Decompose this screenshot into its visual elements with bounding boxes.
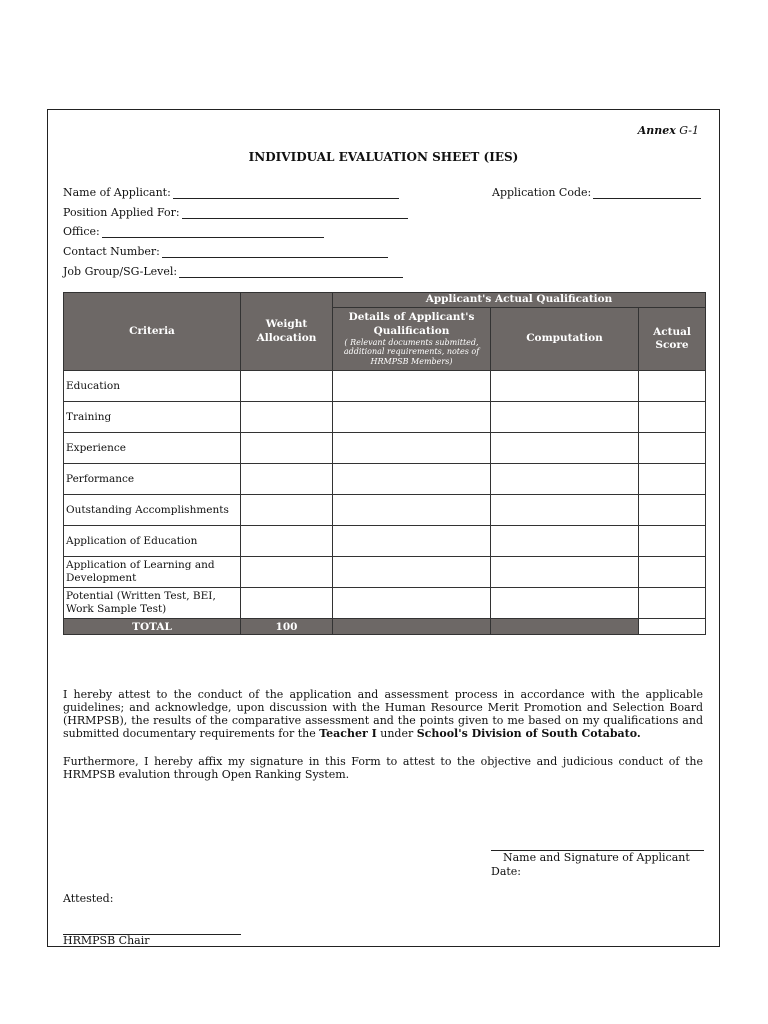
table-row <box>64 526 706 557</box>
applicant-signature-label: Name and Signature of Applicant <box>503 851 690 864</box>
score-cell[interactable] <box>639 433 706 464</box>
annex-label <box>638 124 699 137</box>
total-weight: 100 <box>241 619 333 635</box>
header-computation: Computation <box>491 308 639 371</box>
details-cell[interactable] <box>333 371 491 402</box>
score-cell[interactable] <box>639 557 706 588</box>
criteria-cell: Education <box>64 371 241 402</box>
criteria-cell: Application of Education <box>64 526 241 557</box>
total-row <box>64 619 706 635</box>
job-group-input[interactable] <box>179 265 403 278</box>
computation-cell[interactable] <box>491 495 639 526</box>
table-row <box>64 464 706 495</box>
table-row <box>64 495 706 526</box>
contact-number-input[interactable] <box>162 245 388 258</box>
application-code-label: Application Code: <box>492 186 592 199</box>
score-cell[interactable] <box>639 464 706 495</box>
criteria-cell: Experience <box>64 433 241 464</box>
evaluation-table <box>63 292 706 635</box>
table-row <box>64 402 706 433</box>
details-cell[interactable] <box>333 526 491 557</box>
computation-cell[interactable] <box>491 433 639 464</box>
annex-prefix: Annex <box>637 124 676 137</box>
total-score-cell[interactable] <box>639 619 706 635</box>
page-title: INDIVIDUAL EVALUATION SHEET (IES) <box>248 150 519 164</box>
computation-cell[interactable] <box>491 371 639 402</box>
contact-number-field <box>63 245 388 258</box>
computation-cell[interactable] <box>491 557 639 588</box>
position-applied-label: Position Applied For: <box>63 206 180 219</box>
table-row <box>64 588 706 619</box>
weight-cell[interactable] <box>241 495 333 526</box>
attestation-paragraph <box>63 688 703 740</box>
details-cell[interactable] <box>333 402 491 433</box>
position-applied-input[interactable] <box>182 206 408 219</box>
details-cell[interactable] <box>333 588 491 619</box>
date-label: Date: <box>491 865 522 878</box>
weight-cell[interactable] <box>241 526 333 557</box>
name-of-applicant-field <box>63 186 399 199</box>
job-group-field <box>63 265 403 278</box>
header-criteria: Criteria <box>64 293 241 371</box>
criteria-cell: Application of Learning and Development <box>64 557 241 588</box>
header-actual-score: Actual Score <box>639 308 706 371</box>
header-details-label: Details of Applicant's Qualification <box>348 311 475 337</box>
name-of-applicant-label: Name of Applicant: <box>63 186 171 199</box>
header-weight-allocation: Weight Allocation <box>241 293 333 371</box>
header-actual-qualification: Applicant's Actual Qualification <box>333 293 706 308</box>
weight-cell[interactable] <box>241 464 333 495</box>
annex-code: G-1 <box>679 124 699 137</box>
table-row <box>64 371 706 402</box>
chair-label: HRMPSB Chair <box>63 934 150 947</box>
attestation-position: Teacher I <box>319 727 377 740</box>
computation-cell[interactable] <box>491 464 639 495</box>
attestation-division: School's Division of South Cotabato. <box>416 727 641 740</box>
evaluation-sheet <box>47 109 720 947</box>
score-cell[interactable] <box>639 402 706 433</box>
office-label: Office: <box>63 225 100 238</box>
details-cell[interactable] <box>333 433 491 464</box>
attestation-under: under <box>380 727 414 740</box>
criteria-cell: Outstanding Accomplishments <box>64 495 241 526</box>
contact-number-label: Contact Number: <box>63 245 160 258</box>
weight-cell[interactable] <box>241 588 333 619</box>
total-details-cell <box>333 619 491 635</box>
details-cell[interactable] <box>333 495 491 526</box>
application-code-input[interactable] <box>593 186 701 199</box>
total-label: TOTAL <box>64 619 241 635</box>
weight-cell[interactable] <box>241 433 333 464</box>
score-cell[interactable] <box>639 495 706 526</box>
name-of-applicant-input[interactable] <box>173 186 399 199</box>
details-cell[interactable] <box>333 464 491 495</box>
details-cell[interactable] <box>333 557 491 588</box>
score-cell[interactable] <box>639 588 706 619</box>
computation-cell[interactable] <box>491 402 639 433</box>
header-details <box>333 308 491 371</box>
table-row <box>64 433 706 464</box>
total-computation-cell <box>491 619 639 635</box>
attested-label: Attested: <box>63 892 114 905</box>
weight-cell[interactable] <box>241 557 333 588</box>
application-code-field <box>492 186 701 199</box>
criteria-cell: Training <box>64 402 241 433</box>
computation-cell[interactable] <box>491 588 639 619</box>
header-details-note: ( Relevant documents submitted, additional requirements, notes of HRMPSB Members) <box>343 337 480 366</box>
criteria-cell: Potential (Written Test, BEI, Work Sample Test) <box>64 588 241 619</box>
job-group-label: Job Group/SG-Level: <box>63 265 178 278</box>
score-cell[interactable] <box>639 371 706 402</box>
position-applied-field <box>63 206 408 219</box>
affix-paragraph: Furthermore, I hereby affix my signature in this Form to attest to the objective and judicious conduct of the HRMPSB evalution through Open Ranking System. <box>63 755 703 781</box>
score-cell[interactable] <box>639 526 706 557</box>
table-row <box>64 557 706 588</box>
office-field <box>63 225 324 238</box>
office-input[interactable] <box>102 225 324 238</box>
computation-cell[interactable] <box>491 526 639 557</box>
criteria-cell: Performance <box>64 464 241 495</box>
weight-cell[interactable] <box>241 371 333 402</box>
weight-cell[interactable] <box>241 402 333 433</box>
attestation-text: I hereby attest to the conduct of the application and assessment process in accordance with the applicable guidelines; and acknowledge, upon discussion with the Human Resource Merit Promotion and Selection Board (HRMPSB), the results of the comparative assessment and the points given to me based on my qualifications and submitted documentary requirements for the <box>63 688 703 740</box>
